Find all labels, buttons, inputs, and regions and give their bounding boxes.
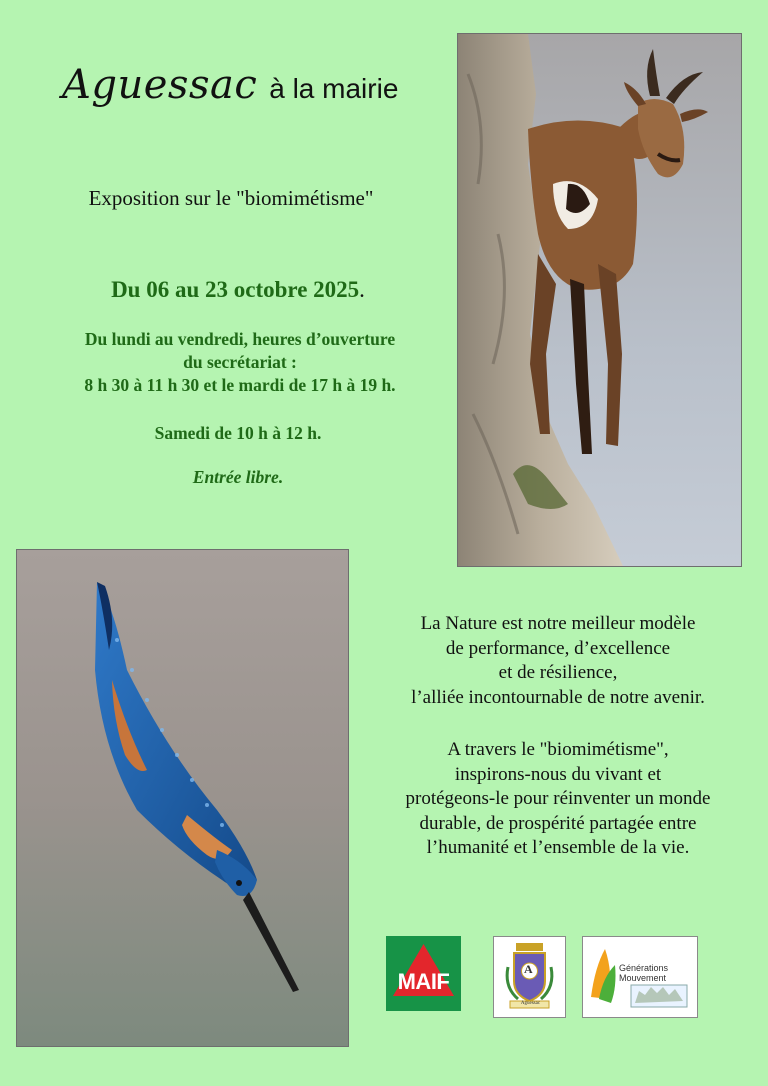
hours-line-2: du secrétariat : — [183, 352, 297, 372]
opening-hours — [40, 328, 440, 397]
dates-punct: . — [359, 277, 365, 302]
quote2-line-1: A travers le "biomimétisme", — [447, 739, 669, 760]
exhibition-subtitle: Exposition sur le "biomimétisme" — [88, 186, 374, 210]
page-title — [62, 62, 442, 132]
title-town: Aguessac — [62, 62, 258, 108]
free-entry: Entrée libre. — [192, 467, 284, 487]
gm-line-2: Mouvement — [619, 973, 667, 983]
saturday-hours: Samedi de 10 h à 12 h. — [154, 423, 322, 443]
title-location: à la mairie — [269, 73, 399, 104]
aguessac-crest-logo — [493, 936, 566, 1018]
quote1-line-4: l’alliée incontournable de notre avenir. — [411, 686, 705, 708]
kingfisher-photo — [16, 549, 349, 1047]
hours-line-1: Du lundi au vendredi, heures d’ouverture — [84, 329, 396, 349]
quote1-line-2: de performance, d’excellence — [445, 637, 671, 659]
hours-line-3: 8 h 30 à 11 h 30 et le mardi de 17 h à 19 h. — [84, 375, 396, 395]
exhibition-dates — [0, 277, 476, 303]
maif-label: MAIF — [397, 969, 450, 994]
quote2-line-5: l’humanité et l’ensemble de la vie. — [426, 837, 690, 858]
gm-text — [619, 963, 668, 983]
nature-quote — [368, 612, 748, 710]
kingfisher-illustration — [17, 550, 348, 1046]
quote2-line-3: protégeons-le pour réinventer un monde — [405, 788, 711, 809]
quote1-line-3: et de résilience, — [498, 662, 618, 683]
crest-letter: A — [524, 962, 533, 976]
quote2-line-2: inspirons-nous du vivant et — [454, 763, 662, 785]
quote2-line-4: durable, de prospérité partagée entre — [419, 812, 697, 834]
biomimicry-paragraph — [368, 738, 748, 861]
gm-line-1: Générations — [619, 963, 669, 973]
quote1-line-1: La Nature est notre meilleur modèle — [420, 613, 696, 634]
ibex-photo — [457, 33, 742, 567]
ibex-illustration — [458, 34, 741, 566]
dates-text: Du 06 au 23 octobre 2025 — [111, 277, 360, 302]
generations-mouvement-logo — [582, 936, 698, 1018]
crest-caption: Aguessac — [520, 1001, 541, 1006]
maif-logo — [386, 936, 461, 1011]
